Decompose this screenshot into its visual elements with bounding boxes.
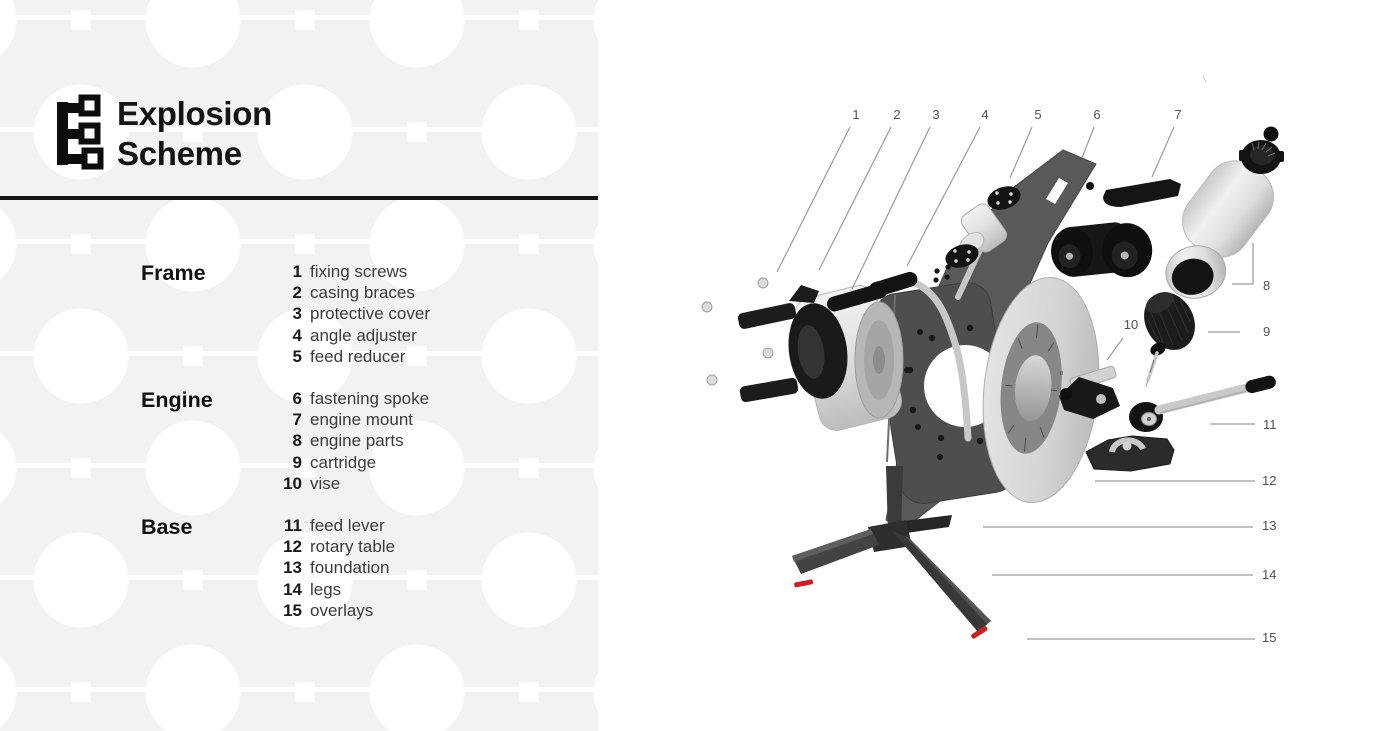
legend-item-label: feed reducer — [310, 346, 406, 366]
legend-item-label: engine mount — [310, 410, 414, 430]
explosion-diagram — [598, 0, 1400, 731]
legend-item — [0, 579, 598, 600]
part-spoke-pin — [1086, 182, 1094, 190]
legend-item-label: angle adjuster — [310, 325, 417, 345]
legend-item-label: engine parts — [310, 431, 404, 451]
legend-item-number: 9 — [292, 452, 302, 472]
legend-item — [0, 473, 598, 494]
legend-section — [0, 261, 598, 367]
legend-item-number: 11 — [284, 516, 302, 535]
left-panel — [0, 0, 598, 731]
legend-section — [0, 388, 598, 494]
legend-item-label: feed lever — [310, 516, 385, 535]
legend-section-title: Base — [141, 515, 193, 539]
callout-number-8: 8 — [1263, 278, 1271, 293]
legend-section-items — [0, 515, 598, 621]
leader-line-6 — [1082, 127, 1094, 158]
callout-number-9: 9 — [1263, 324, 1271, 339]
legend-section-items — [0, 261, 598, 367]
legend-item-number: 3 — [292, 304, 302, 324]
legend-item-number: 10 — [283, 473, 302, 493]
legend-item-number: 8 — [292, 431, 302, 451]
legend-item-number: 15 — [283, 600, 302, 620]
legend-item-label: foundation — [310, 558, 390, 578]
legend-item — [0, 430, 598, 451]
legend-item-number: 2 — [292, 283, 302, 303]
callout-number-12: 12 — [1262, 473, 1277, 488]
legend-item-number: 14 — [283, 579, 302, 599]
page-title — [117, 94, 272, 174]
part-roller-block — [1049, 219, 1155, 285]
legend-item-number: 5 — [292, 346, 302, 366]
part-engine-mount — [1103, 179, 1181, 207]
legend-item-label: rotary table — [310, 537, 396, 557]
callout-number-13: 13 — [1262, 518, 1277, 533]
callout-number-14: 14 — [1262, 567, 1277, 582]
speck-mark — [1203, 76, 1206, 82]
legend-section-title: Engine — [141, 388, 213, 412]
leader-line-5 — [1010, 127, 1032, 178]
legend-item — [0, 346, 598, 367]
leader-line-2 — [819, 127, 891, 270]
legend-item-number: 6 — [292, 389, 302, 408]
legend-item-number: 13 — [283, 558, 302, 578]
legend — [0, 261, 598, 642]
leader-line-3 — [852, 127, 930, 289]
part-feed-lever — [1129, 374, 1277, 432]
callout-number-10: 10 — [1123, 317, 1139, 332]
part-fixing-screws — [702, 278, 773, 385]
legend-item-number: 1 — [292, 262, 302, 281]
part-knob-ball — [1264, 127, 1279, 142]
divider-line — [0, 196, 598, 200]
legend-item-label: vise — [310, 473, 341, 493]
callout-number-6: 6 — [1093, 107, 1101, 122]
hierarchy-logo-icon — [56, 94, 108, 172]
legend-item-label: legs — [310, 579, 342, 599]
legend-item-label: fixing screws — [310, 262, 408, 281]
legend-item — [0, 261, 598, 282]
callout-number-11: 11 — [1263, 417, 1277, 432]
callout-number-3: 3 — [932, 107, 940, 122]
leader-line-7 — [1152, 127, 1174, 177]
legend-item-number: 4 — [292, 325, 302, 345]
legend-item-label: fastening spoke — [310, 389, 430, 408]
leader-line-1 — [777, 127, 850, 272]
legend-item — [0, 325, 598, 346]
legend-item-label: overlays — [310, 600, 374, 620]
callout-number-1: 1 — [852, 107, 860, 122]
legend-item-label: cartridge — [310, 452, 377, 472]
page-title-line2: Scheme — [117, 135, 242, 172]
disc-dial-marking: 8 — [1059, 370, 1064, 378]
legend-item — [0, 452, 598, 473]
legend-section — [0, 515, 598, 621]
legend-item — [0, 600, 598, 621]
callout-number-2: 2 — [893, 107, 901, 122]
legend-item — [0, 409, 598, 430]
legend-section-title: Frame — [141, 261, 206, 285]
legend-item — [0, 388, 598, 409]
part-base-bracket — [1086, 436, 1174, 471]
legend-section-items — [0, 388, 598, 494]
legend-item — [0, 515, 598, 536]
callout-number-7: 7 — [1174, 107, 1182, 122]
callout-number-15: 15 — [1262, 630, 1277, 645]
callout-number-4: 4 — [981, 107, 989, 122]
legend-item-label: protective cover — [310, 304, 430, 324]
legend-item-label: casing braces — [310, 283, 415, 303]
legend-item-number: 7 — [292, 410, 302, 430]
legend-item — [0, 536, 598, 557]
page-title-line1: Explosion — [117, 95, 272, 132]
callout-number-5: 5 — [1034, 107, 1042, 122]
legend-item-number: 12 — [283, 537, 302, 557]
legend-item — [0, 557, 598, 578]
leader-line-10 — [1107, 338, 1123, 360]
legend-item — [0, 303, 598, 324]
legend-item — [0, 282, 598, 303]
